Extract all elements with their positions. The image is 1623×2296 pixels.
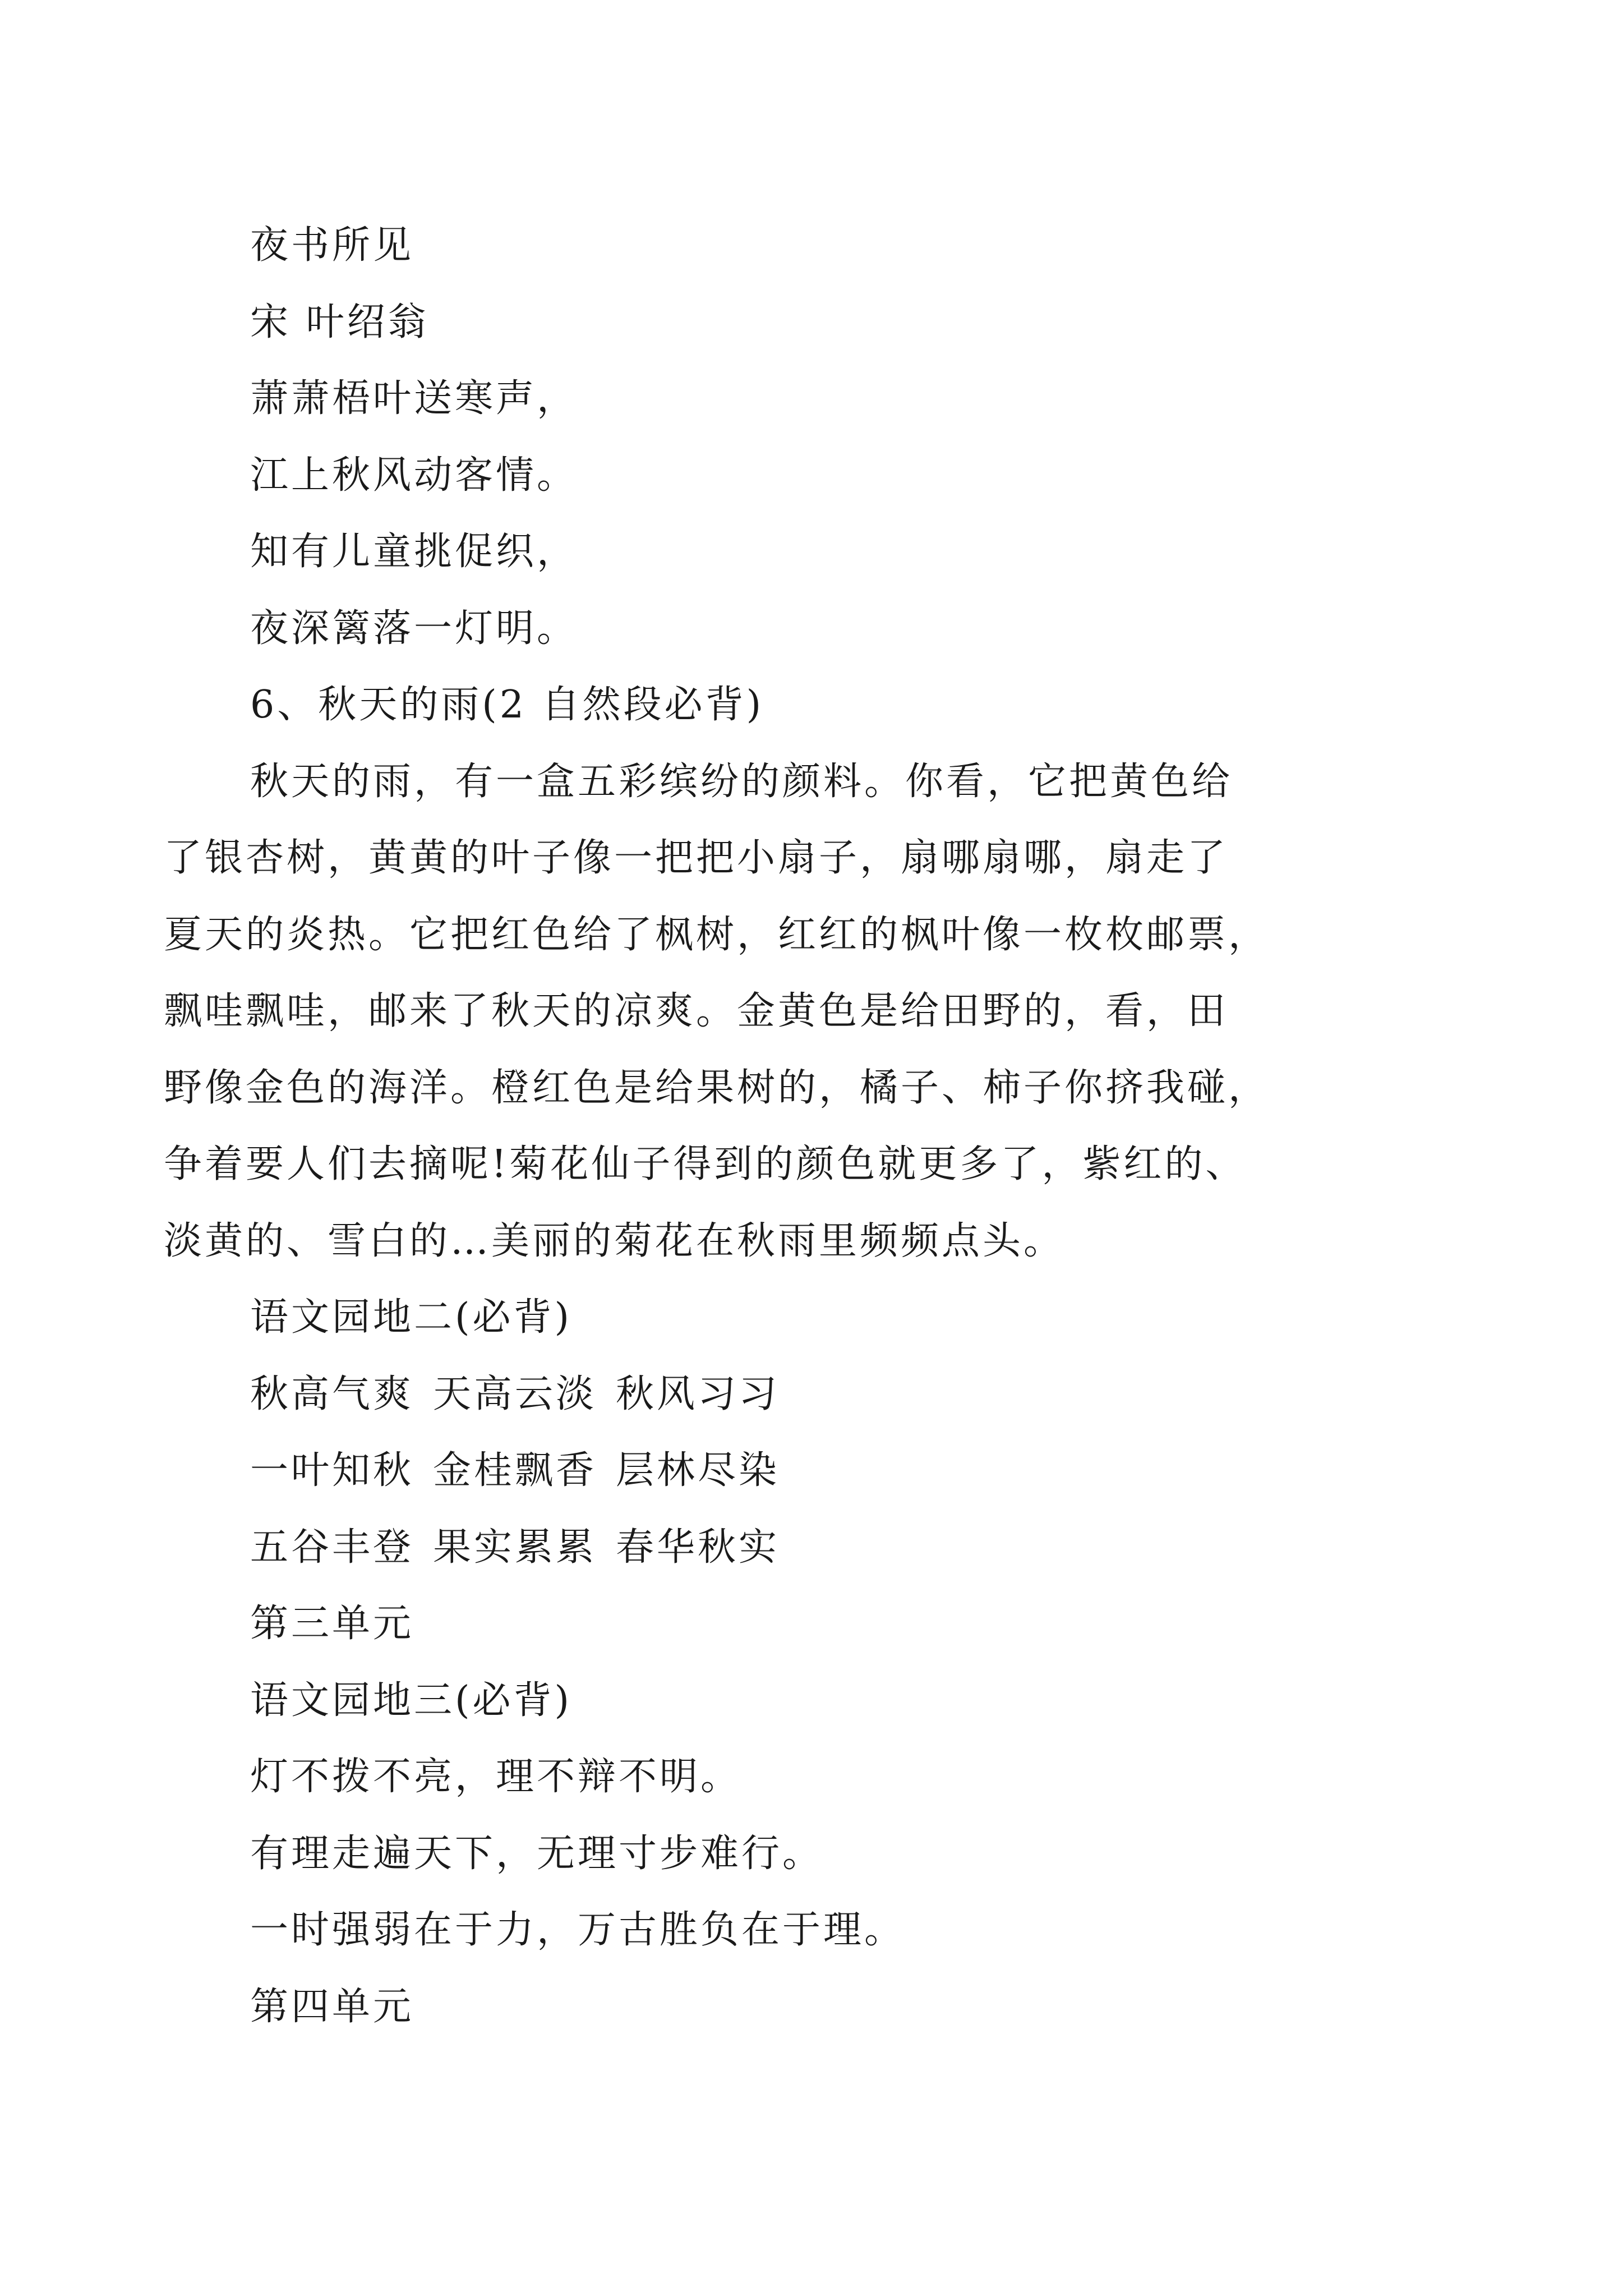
idiom: 层林尽染 [616, 1448, 780, 1493]
poem-line-4: 夜深篱落一灯明。 [250, 606, 578, 651]
paragraph-line: 飘哇飘哇，邮来了秋天的凉爽。金黄色是给田野的，看，田 [164, 989, 1229, 1033]
idiom-row [250, 1433, 1405, 1510]
page-content [164, 208, 1405, 2045]
paragraph-line: 淡黄的、雪白的…美丽的菊花在秋雨里频频点头。 [164, 1218, 1065, 1263]
paragraph-line: 了银杏树，黄黄的叶子像一把把小扇子，扇哪扇哪，扇走了 [164, 836, 1229, 880]
proverb-line: 一时强弱在于力，万古胜负在于理。 [250, 1908, 906, 1952]
idiom: 秋高气爽 [250, 1372, 414, 1416]
section-6-paragraph [164, 744, 1405, 1280]
idiom: 一叶知秋 [250, 1448, 414, 1493]
idiom: 果实累累 [433, 1525, 597, 1570]
idiom: 春华秋实 [616, 1525, 780, 1570]
poem-line-3: 知有儿童挑促织， [250, 530, 578, 574]
idiom-row [250, 1356, 1405, 1433]
section-6-heading: 6、秋天的雨(2 自然段必背) [250, 683, 764, 727]
idiom: 天高云淡 [433, 1372, 597, 1416]
idiom: 秋风习习 [616, 1372, 780, 1416]
unit-4-heading: 第四单元 [250, 1984, 414, 2029]
paragraph-line: 争着要人们去摘呢!菊花仙子得到的颜色就更多了，紫红的、 [164, 1142, 1247, 1186]
paragraph-line: 秋天的雨，有一盒五彩缤纷的颜料。你看，它把黄色给 [250, 759, 1233, 804]
paragraph-line: 野像金色的海洋。橙红色是给果树的，橘子、柿子你挤我碰， [164, 1065, 1270, 1110]
garden-2-heading: 语文园地二(必背) [250, 1295, 573, 1340]
garden-3-heading: 语文园地三(必背) [250, 1678, 573, 1723]
idiom-row [250, 1510, 1405, 1586]
unit-3-heading: 第三单元 [250, 1602, 414, 1646]
poem-line-2: 江上秋风动客情。 [250, 453, 578, 498]
idiom: 五谷丰登 [250, 1525, 414, 1570]
poem-author: 宋 叶绍翁 [250, 300, 429, 344]
paragraph-line: 夏天的炎热。它把红色给了枫树，红红的枫叶像一枚枚邮票， [164, 912, 1270, 957]
proverb-line: 灯不拨不亮，理不辩不明。 [250, 1755, 742, 1799]
poem-line-1: 萧萧梧叶送寒声， [250, 376, 578, 421]
proverb-line: 有理走遍天下，无理寸步难行。 [250, 1831, 824, 1876]
poem-title: 夜书所见 [250, 223, 414, 268]
idiom: 金桂飘香 [433, 1448, 597, 1493]
